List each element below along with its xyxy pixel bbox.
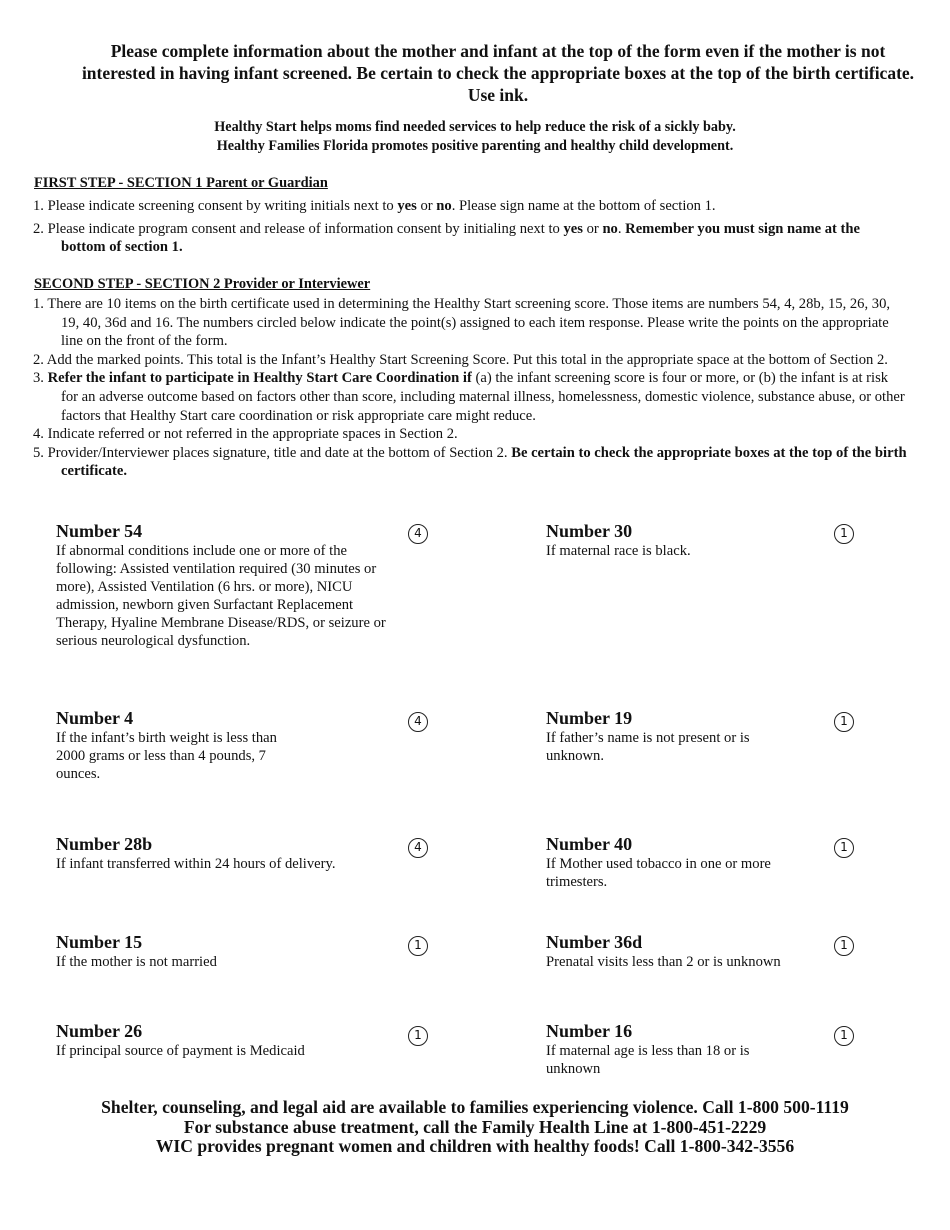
- points-circle: 1: [408, 1026, 428, 1046]
- resources-footer: [30, 1098, 920, 1157]
- healthy-start-statement: Healthy Start helps moms find needed services to help reduce the risk of a sickly baby.: [214, 119, 736, 135]
- item-description: If abnormal conditions include one or more of the following: Assisted ventilation required (30 minutes or more), Assisted Ventilation (6 hrs. or more), NICU admission, newborn given Surfactant Replacement Therapy, Hyaline Membrane Disease/RDS, or seizure or serious neurological dysfunction.: [56, 543, 386, 649]
- healthy-families-statement: Healthy Families Florida promotes positive parenting and healthy child development.: [216, 138, 734, 154]
- section2-step-5: 5. Provider/Interviewer places signature, title and date at the bottom of Section 2. Be certain to check the appropriate boxes at the top of the birth certificate.: [33, 444, 907, 480]
- item-title: Number 4: [56, 708, 134, 728]
- points-circle: 4: [408, 838, 428, 858]
- points-circle: 1: [834, 712, 854, 732]
- item-description: If the infant’s birth weight is less than 2000 grams or less than 4 pounds, 7 ounces.: [56, 730, 277, 782]
- item-number-40: [546, 833, 796, 891]
- item-title: Number 15: [56, 932, 143, 952]
- item-title: Number 28b: [56, 834, 153, 854]
- item-description: If the mother is not married: [56, 954, 217, 970]
- item-title: Number 19: [546, 708, 633, 728]
- item-title: Number 26: [56, 1021, 143, 1041]
- points-circle: 1: [834, 838, 854, 858]
- item-number-19: [546, 707, 786, 765]
- item-number-16: [546, 1020, 786, 1078]
- item-number-30: [546, 520, 806, 560]
- section1-step-1: 1. Please indicate screening consent by writing initials next to yes or no. Please sign name at the bottom of section 1.: [33, 198, 716, 214]
- item-number-28b: [56, 833, 386, 873]
- form-instructions: Please complete information about the mother and infant at the top of the form even if the mother is not interested in having infant screened. Be certain to check the appropriate boxes at the top of the birth certificate. Use ink.: [81, 41, 915, 105]
- section2-step-1: 1. There are 10 items on the birth certificate used in determining the Healthy Start screening score. Those items are numbers 54, 4, 28b, 15, 26, 30, 19, 40, 36d and 16. The numbers circled below indicate the point(s) assigned to each item response. Please write the points on the appropriate line on the front of the form.: [33, 296, 891, 350]
- item-number-15: [56, 931, 386, 971]
- section2-step-3: 3. Refer the infant to participate in Healthy Start Care Coordination if (a) the infant screening score is four or more, or (b) the infant is at risk for an adverse outcome based on factors other than score, including maternal illness, homelessness, domestic violence, substance abuse, or other factors that Healthy Start care coordination or risk appropriate care might reduce.: [33, 370, 905, 424]
- section2-title: SECOND STEP - SECTION 2 Provider or Interviewer: [34, 276, 371, 292]
- item-title: Number 54: [56, 521, 143, 541]
- item-number-26: [56, 1020, 386, 1060]
- section1-steps: [33, 197, 908, 257]
- points-circle: 1: [834, 524, 854, 544]
- item-title: Number 16: [546, 1021, 633, 1041]
- points-circle: 1: [408, 936, 428, 956]
- violence-hotline-line: Shelter, counseling, and legal aid are available to families experiencing violence. Call 1-800 500-1119: [101, 1097, 849, 1117]
- item-description: If maternal age is less than 18 or is unknown: [546, 1043, 750, 1077]
- item-number-54: [56, 520, 386, 650]
- section2-steps: [33, 295, 908, 481]
- item-description: Prenatal visits less than 2 or is unknown: [546, 954, 781, 970]
- item-title: Number 30: [546, 521, 633, 541]
- item-description: If maternal race is black.: [546, 543, 691, 559]
- item-number-4: [56, 707, 286, 783]
- points-circle: 1: [834, 1026, 854, 1046]
- points-circle: 1: [834, 936, 854, 956]
- item-description: If infant transferred within 24 hours of delivery.: [56, 856, 336, 872]
- mission-statement: [60, 118, 890, 156]
- item-title: Number 36d: [546, 932, 643, 952]
- item-description: If father’s name is not present or is unknown.: [546, 730, 750, 764]
- section2-step-4: 4. Indicate referred or not referred in the appropriate spaces in Section 2.: [33, 426, 458, 443]
- section1-title: FIRST STEP - SECTION 1 Parent or Guardian: [34, 175, 328, 191]
- wic-line: WIC provides pregnant women and children with healthy foods! Call 1-800-342-3556: [155, 1136, 795, 1156]
- section1-step-2: 2. Please indicate program consent and release of information consent by initialing next to yes or no. Remember you must sign name at the bottom of section 1.: [33, 220, 860, 256]
- section2-step-2: 2. Add the marked points. This total is the Infant’s Healthy Start Screening Score. Put this total in the appropriate space at the bottom of Section 2.: [33, 351, 888, 368]
- item-description: If Mother used tobacco in one or more trimesters.: [546, 856, 771, 890]
- item-description: If principal source of payment is Medicaid: [56, 1043, 305, 1059]
- item-title: Number 40: [546, 834, 633, 854]
- item-number-36d: [546, 931, 816, 971]
- substance-abuse-line: For substance abuse treatment, call the Family Health Line at 1-800-451-2229: [183, 1116, 767, 1137]
- points-circle: 4: [408, 524, 428, 544]
- points-circle: 4: [408, 712, 428, 732]
